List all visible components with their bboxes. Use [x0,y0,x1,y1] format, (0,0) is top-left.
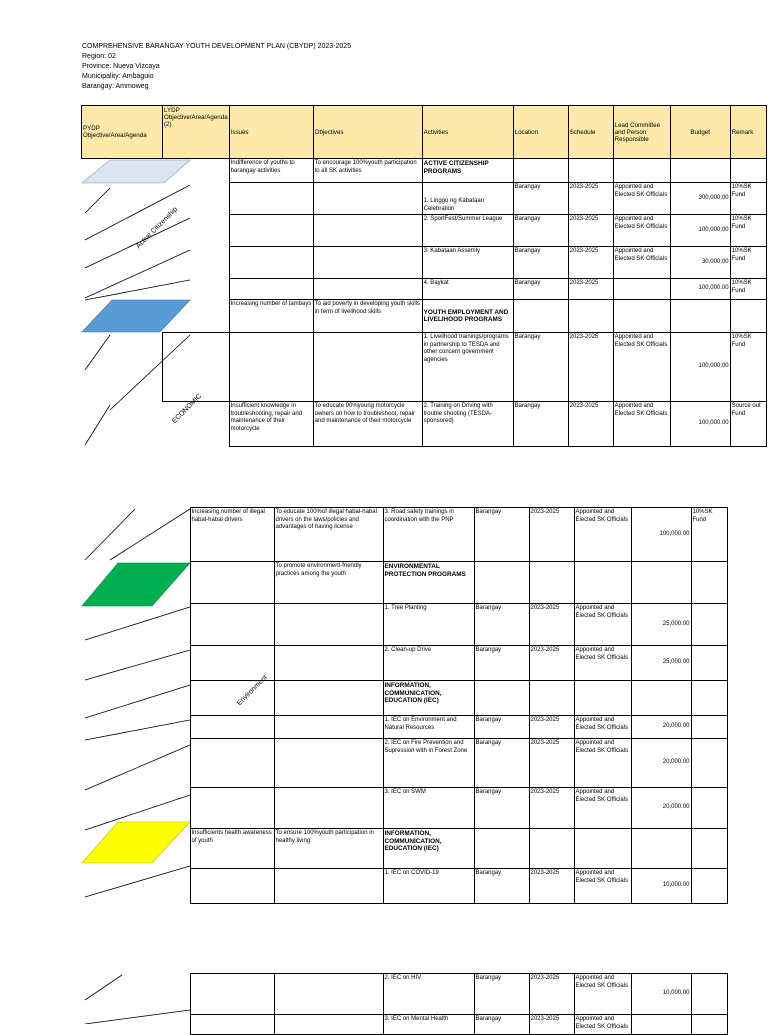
activity-cell: 3. Kabataan Assemly [422,247,513,279]
schedule-cell: 2023-2025 [568,279,613,300]
table-row [81,562,727,604]
budget-cell: 10,000.00 [631,869,691,904]
issue-cell: Increasing number of tambays [229,300,313,333]
header-row [82,106,767,159]
issue-cell: Insufficient knowledge in troubleshooting, repair and maintenance of their motorcycle [229,402,313,447]
activity-cell: 3. Road safety trainings in coordination with the PNP [383,508,474,562]
remark-cell: 10%SK Fund [730,333,766,402]
activity-cell: 1. IEC on Environment and Natural Resources [383,716,474,739]
budget-cell: 25,000.00 [631,604,691,646]
activity-cell: 2. IEC on Fire Prevention and Supression with in Forest Zone [383,739,474,788]
program-cell: INFORMATION, COMMUNICATION, EDUCATION (IEC) [383,681,474,716]
schedule-cell: 2023-2025 [529,1015,574,1035]
table-row [81,739,727,788]
lead-cell: Appointed and Elected SK Officials [613,247,670,279]
location-cell: Barangay [513,333,568,402]
activity-cell: 3. IEC on Mental Health [383,1015,474,1035]
activity-cell: 1. Linggo ng Kabataan Celebration [422,183,513,215]
issue-cell: Insufficients health awareness of youth [190,829,274,869]
schedule-cell: 2023-2025 [568,333,613,402]
table-row [82,159,767,183]
schedule-cell: 2023-2025 [529,508,574,562]
area-label-economic: ECONOMIC [171,392,204,425]
area-label-active-citizenship: Active Citizenship [135,205,180,250]
remark-cell: 10%SK Fund [730,215,766,247]
plan-table-1 [81,105,767,447]
lead-cell: Appointed and Elected SK Officials [574,604,631,646]
lead-cell: Appointed and Elected SK Officials [574,1015,631,1035]
table-row [82,247,767,279]
table-row [81,716,727,739]
remark-cell: 10%SK Fund [730,279,766,300]
lead-cell: Appointed and Elected SK Officials [574,974,631,1015]
col-objectives: Objectives [313,106,422,159]
schedule-cell: 2023-2025 [568,215,613,247]
remark-cell: Source out Fund [730,402,766,447]
lead-cell: Appointed and Elected SK Officials [574,739,631,788]
objective-cell: To educate 90%young motorcycle owners on how to troubleshoot, repair and maintenance of their motorcycle [313,402,422,447]
activity-cell: 1. Livelihood trainings/programs in partnership to TESDA and other concern government agencies [422,333,513,402]
activity-cell: 2. SportFest/Summer League [422,215,513,247]
budget-cell: 20,000.00 [631,716,691,739]
lead-cell: Appointed and Elected SK Officials [574,788,631,829]
budget-cell: 30,000.00 [670,247,730,279]
program-cell: YOUTH EMPLOYMENT AND LIVELIHOOD PROGRAMS [422,300,513,333]
lead-cell: Appointed and Elected SK Officials [613,333,670,402]
schedule-cell: 2023-2025 [568,247,613,279]
lead-cell: Appointed and Elected SK Officials [574,869,631,904]
activity-cell: 1. IEC on COVID-19 [383,869,474,904]
location-cell: Barangay [474,716,529,739]
table-row [81,829,727,869]
location-cell: Barangay [474,869,529,904]
col-lead: Lead Committee and Person Responsible [613,106,670,159]
remark-cell: 10%SK Fund [730,247,766,279]
lead-cell: Appointed and Elected SK Officials [574,716,631,739]
budget-cell: 100,000.00 [670,402,730,447]
objective-cell: To aid poverty in developing youth skills in term of livelihood skills [313,300,422,333]
remark-cell: 10%SK Fund [691,508,727,562]
col-schedule: Schedule [568,106,613,159]
lead-cell: Appointed and Elected SK Officials [613,215,670,247]
location-cell: Barangay [474,739,529,788]
barangay-line: Barangay: Ammoweg [82,83,149,90]
schedule-cell: 2023-2025 [568,402,613,447]
plan-table-2 [81,507,728,904]
location-cell: Barangay [474,974,529,1015]
table-row [81,1015,727,1035]
region-line: Region: 02 [82,53,116,60]
location-cell: Barangay [474,646,529,681]
location-cell: Barangay [474,788,529,829]
activity-cell: 2. Clean-up Drive [383,646,474,681]
issue-cell: Indifference of youths to barangay activities [229,159,313,183]
budget-cell: 300,000.00 [670,183,730,215]
objective-cell: To ensure 100%youth participation in healthy living [274,829,383,869]
area-label-environment: Environment [236,674,269,707]
table-row [82,279,767,300]
activity-cell: 2. IEC on HIV [383,974,474,1015]
plan-title: COMPREHENSIVE BARANGAY YOUTH DEVELOPMENT PLAN (CBYDP) 2023-2025 [82,43,352,50]
budget-cell: 100,000.00 [670,333,730,402]
table-row [82,215,767,247]
remark-cell: 10%SK Fund [730,183,766,215]
col-lydp: LYDP Objective/Area/Agenda (2) [163,106,230,159]
table-row [81,681,727,716]
table-row [82,300,767,333]
table-row [81,869,727,904]
schedule-cell: 2023-2025 [568,183,613,215]
col-remark: Remark [730,106,766,159]
activity-cell: 2. Training on Driving with trouble shooting (TESDA-sponsored) [422,402,513,447]
budget-cell: 25,000.00 [631,646,691,681]
activity-cell: 3. IEC on SWM [383,788,474,829]
province-line: Province: Nueva Vizcaya [82,63,160,70]
location-cell: Barangay [513,183,568,215]
location-cell: Barangay [474,508,529,562]
lead-cell: Appointed and Elected SK Officials [613,183,670,215]
col-issues: Issues [229,106,313,159]
budget-cell: 100,000.00 [670,279,730,300]
plan-table-3 [81,973,728,1035]
col-activities: Activities [422,106,513,159]
location-cell: Barangay [513,247,568,279]
table-row [81,508,727,562]
table-row [82,183,767,215]
program-cell: ACTIVE CITIZENSHIP PROGRAMS [422,159,513,183]
schedule-cell: 2023-2025 [529,739,574,788]
table-row [81,646,727,681]
activity-cell: 1. Tree Planting [383,604,474,646]
lead-cell: Appointed and Elected SK Officials [574,646,631,681]
location-cell: Barangay [474,604,529,646]
schedule-cell: 2023-2025 [529,604,574,646]
col-pydp: PYDP Objective/Area/Agenda [82,106,163,159]
schedule-cell: 2023-2025 [529,788,574,829]
schedule-cell: 2023-2025 [529,974,574,1015]
budget-cell: 10,000.00 [631,974,691,1015]
location-cell: Barangay [513,215,568,247]
objective-cell: To educate 100%of illegal habal-habal drivers on the laws/policies and advantages of having license [274,508,383,562]
table-row [82,333,767,402]
lead-cell: Appointed and Elected SK Officials [613,402,670,447]
issue-cell: Increasing number of illegal habal-habal drivers [190,508,274,562]
schedule-cell: 2023-2025 [529,716,574,739]
budget-cell: 100,000.00 [631,508,691,562]
table-row [81,974,727,1015]
municipality-line: Municipality: Ambaguio [82,73,154,80]
table-row [81,788,727,829]
budget-cell: 100,000.00 [670,215,730,247]
col-budget: Budget [670,106,730,159]
program-cell: INFORMATION, COMMUNICATION, EDUCATION (IEC) [383,829,474,869]
objective-cell: To encourage 100%youth participation to all SK activities [313,159,422,183]
budget-cell: 20,000.00 [631,739,691,788]
table-row [81,604,727,646]
location-cell: Barangay [513,279,568,300]
objective-cell: To promote environment-friendly practices among the youth [274,562,383,604]
lead-cell: Appointed and Elected SK Officials [574,508,631,562]
location-cell: Barangay [474,1015,529,1035]
program-cell: ENVIRONMENTAL PROTECTION PROGRAMS [383,562,474,604]
budget-cell: 20,000.00 [631,788,691,829]
schedule-cell: 2023-2025 [529,869,574,904]
location-cell: Barangay [513,402,568,447]
schedule-cell: 2023-2025 [529,646,574,681]
activity-cell: 4. Baykat [422,279,513,300]
document-header [82,42,351,92]
col-location: Location [513,106,568,159]
